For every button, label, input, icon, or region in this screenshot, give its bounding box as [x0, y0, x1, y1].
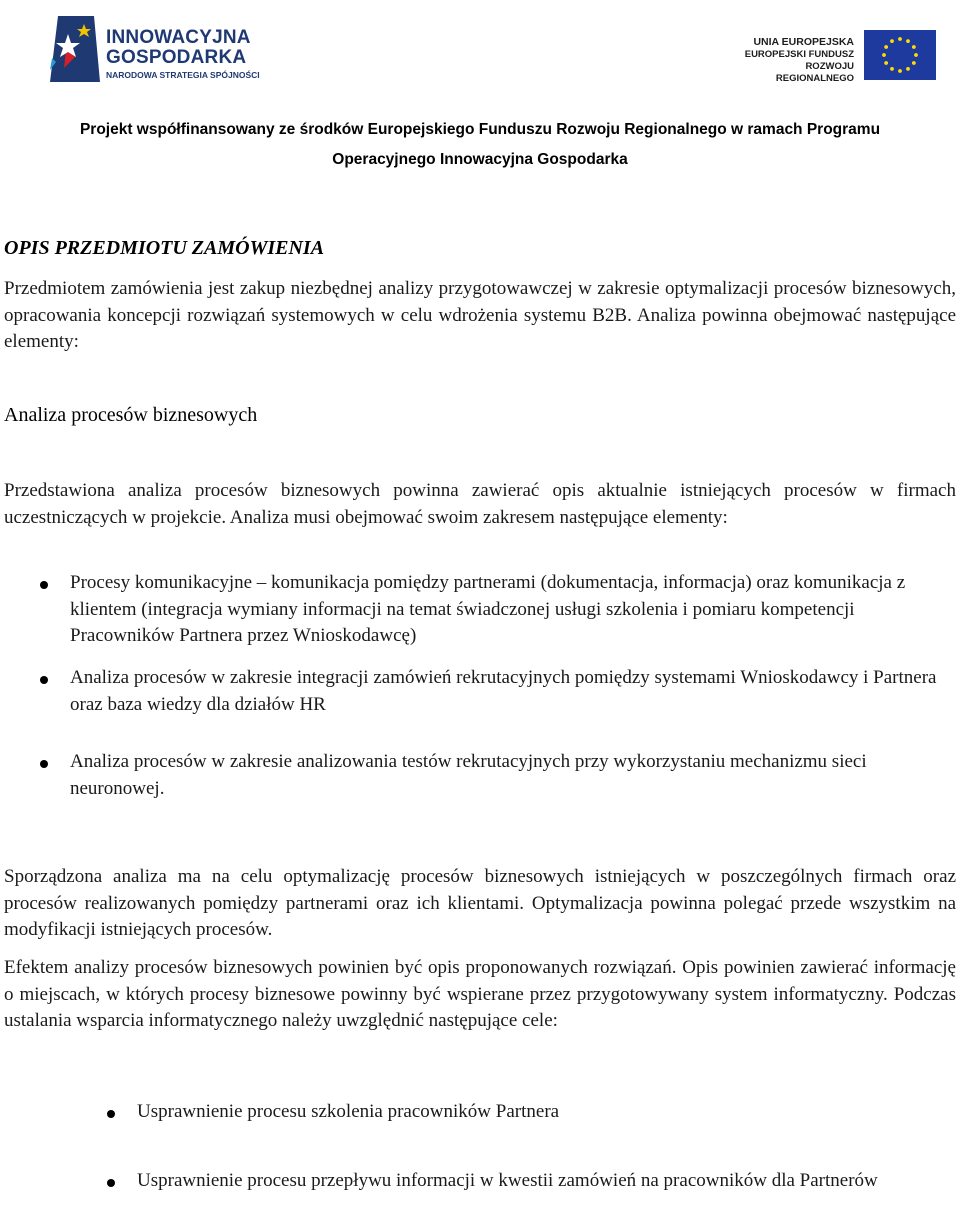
bullet-icon — [40, 760, 48, 768]
effect-paragraph: Efektem analizy procesów biznesowych powinien być opis proponowanych rozwiązań. Opis powinien zawierać informację o miejscach, w których procesy biznesowe powinny być wspierane przez przygotowywany system informatyczny. Podczas ustalania wsparcia informatycznego należy uwzględnić następujące cele: — [4, 957, 956, 1031]
section-description: Przedstawiona analiza procesów biznesowych powinna zawierać opis aktualnie istniejących procesów w firmach uczestniczących w projekcie. Analiza musi obejmować swoim zakresem następujące elementy: — [4, 480, 956, 528]
eu-logo — [728, 30, 938, 82]
eu-star-icon — [914, 53, 918, 57]
eu-logo-line-3: ROZWOJU REGIONALNEGO — [775, 61, 854, 84]
list-item — [137, 1099, 937, 1126]
eu-star-icon — [898, 37, 902, 41]
eu-star-icon — [890, 39, 894, 43]
eu-star-icon — [890, 67, 894, 71]
bullet-icon — [40, 581, 48, 589]
eu-logo-line-2: EUROPEJSKI FUNDUSZ — [744, 49, 854, 60]
section-heading: Analiza procesów biznesowych — [4, 404, 258, 426]
eu-flag-icon — [864, 30, 936, 80]
list-item — [70, 570, 952, 650]
list-item — [70, 665, 952, 718]
list-item-text: Procesy komunikacyjne – komunikacja pomiędzy partnerami (dokumentacja, informacja) oraz komunikacja z klientem (integracja wymiany informacji na temat świadczonej usługi szkolenia i pomiaru kompetencji Pracowników Partnera przez Wnioskodawcę) — [70, 572, 906, 646]
eu-star-icon — [884, 45, 888, 49]
eu-star-icon — [898, 69, 902, 73]
bullet-icon — [107, 1179, 115, 1187]
bullet-icon — [107, 1110, 115, 1118]
list-item — [137, 1168, 937, 1195]
eu-star-icon — [906, 39, 910, 43]
funding-line-1: Projekt współfinansowany ze środków Europejskiego Funduszu Rozwoju Regionalnego w ramach Programu — [79, 121, 881, 138]
list-item-text: Usprawnienie procesu szkolenia pracowników Partnera — [137, 1101, 560, 1122]
list-item-text: Analiza procesów w zakresie integracji zamówień rekrutacyjnych pomiędzy systemami Wnioskodawcy i Partnera oraz baza wiedzy dla działów HR — [70, 667, 937, 715]
eu-star-icon — [884, 61, 888, 65]
eu-star-icon — [882, 53, 886, 57]
eu-logo-text — [728, 36, 854, 85]
eu-logo-line-1: UNIA EUROPEJSKA — [753, 36, 854, 48]
summary-paragraph: Sporządzona analiza ma na celu optymalizację procesów biznesowych istniejących w poszczególnych firmach oraz procesów realizowanych pomiędzy partnerami oraz ich klientami. Optymalizacja powinna polegać przede wszystkim na modyfikacji istniejących procesów. — [4, 866, 956, 940]
list-item — [70, 749, 952, 802]
eu-star-icon — [912, 45, 916, 49]
eu-star-icon — [906, 67, 910, 71]
intro-paragraph: Przedmiotem zamówienia jest zakup niezbędnej analizy przygotowawczej w zakresie optymalizacji procesów biznesowych, opracowania koncepcji rozwiązań systemowych w celu wdrożenia systemu B2B. Analiza powinna obejmować następujące elementy: — [4, 278, 956, 352]
innowacyjna-gospodarka-logo — [44, 12, 274, 86]
logo-line-3: NARODOWA STRATEGIA SPÓJNOŚCI — [106, 70, 260, 80]
bullet-icon — [40, 676, 48, 684]
eu-star-icon — [912, 61, 916, 65]
innowacyjna-gospodarka-logo-icon — [44, 12, 104, 86]
funding-line-2: Operacyjnego Innowacyjna Gospodarka — [332, 151, 628, 168]
innowacyjna-gospodarka-logo-text — [106, 28, 260, 81]
list-item-text: Usprawnienie procesu przepływu informacji w kwestii zamówień na pracowników dla Partnerów — [137, 1170, 878, 1191]
document-title: OPIS PRZEDMIOTU ZAMÓWIENIA — [4, 237, 325, 259]
logo-line-1: INNOWACYJNA — [106, 27, 251, 48]
list-item-text: Analiza procesów w zakresie analizowania testów rekrutacyjnych przy wykorzystaniu mechanizmu sieci neuronowej. — [70, 751, 867, 799]
logo-line-2: GOSPODARKA — [106, 47, 247, 68]
